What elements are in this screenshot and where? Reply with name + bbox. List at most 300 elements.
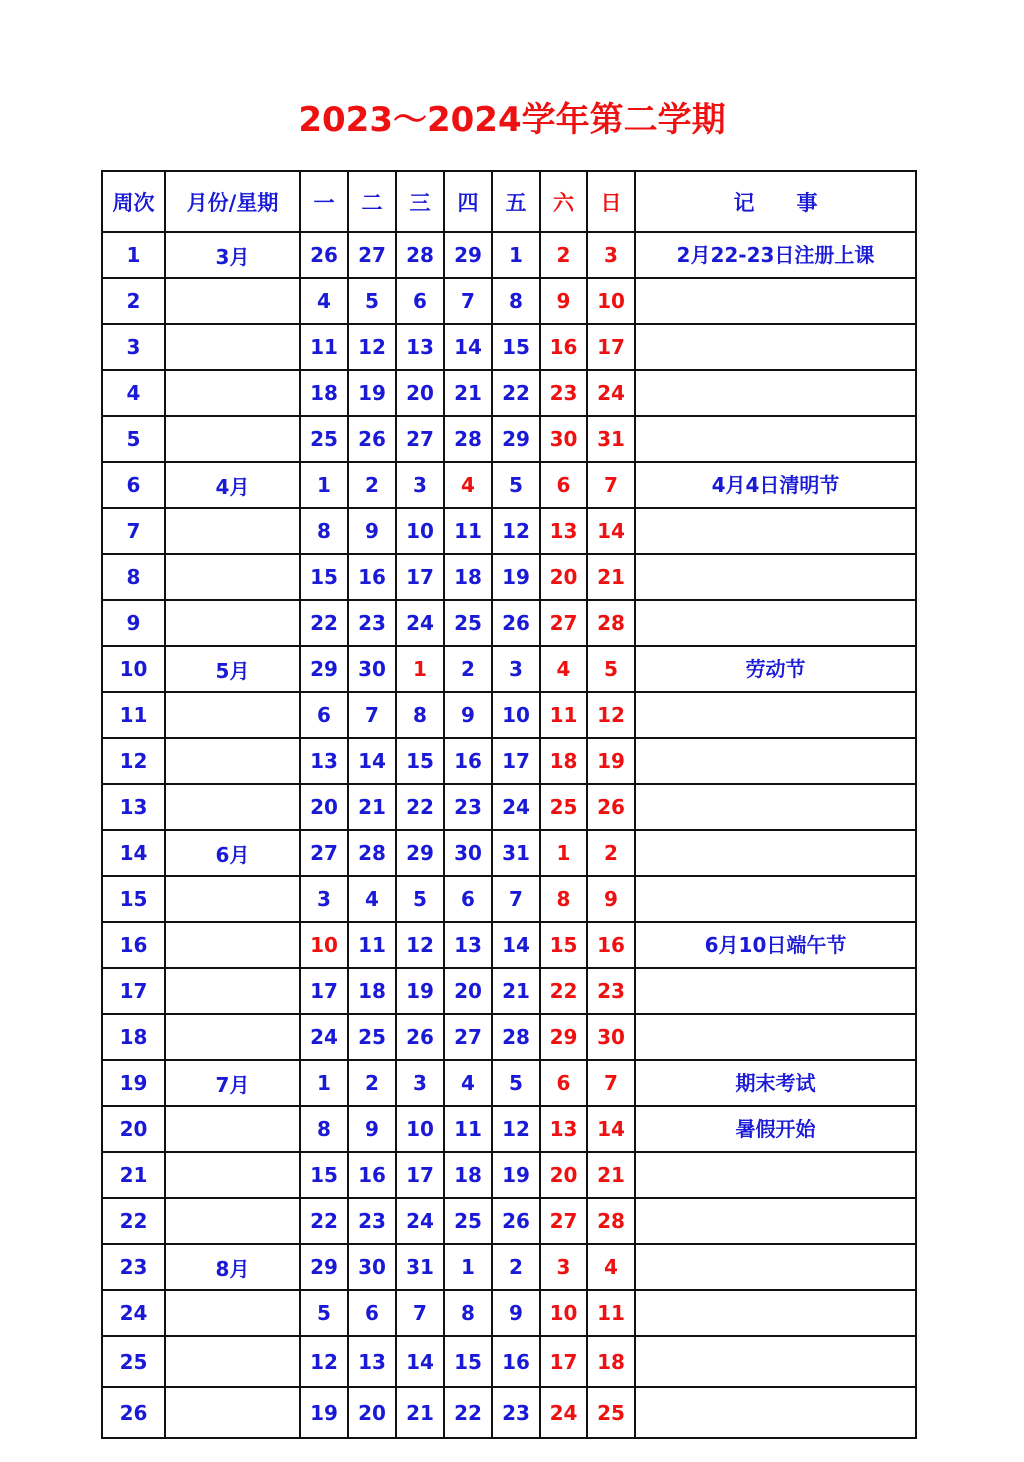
day-sun: 14	[587, 508, 635, 554]
table-row	[102, 968, 916, 1014]
day-sun: 26	[587, 784, 635, 830]
day-sun: 2	[587, 830, 635, 876]
day-wed: 15	[396, 738, 444, 784]
day-tue: 7	[348, 692, 396, 738]
week-number: 24	[102, 1290, 165, 1336]
month-label	[165, 1152, 300, 1198]
month-label	[165, 1106, 300, 1152]
day-wed: 24	[396, 600, 444, 646]
day-sun: 25	[587, 1387, 635, 1438]
day-thu: 1	[444, 1244, 492, 1290]
day-sun: 16	[587, 922, 635, 968]
day-sun: 4	[587, 1244, 635, 1290]
day-sun: 28	[587, 600, 635, 646]
day-fri: 14	[492, 922, 540, 968]
day-fri: 8	[492, 278, 540, 324]
day-sat: 13	[540, 508, 587, 554]
header-tue: 二	[348, 171, 396, 232]
day-mon: 8	[300, 508, 348, 554]
day-sun: 5	[587, 646, 635, 692]
day-wed: 14	[396, 1336, 444, 1387]
note-cell	[635, 830, 916, 876]
day-sat: 9	[540, 278, 587, 324]
month-label: 6月	[165, 830, 300, 876]
day-fri: 28	[492, 1014, 540, 1060]
note-cell	[635, 554, 916, 600]
day-sun: 9	[587, 876, 635, 922]
day-tue: 9	[348, 1106, 396, 1152]
month-label	[165, 1198, 300, 1244]
week-number: 13	[102, 784, 165, 830]
table-row	[102, 462, 916, 508]
month-label	[165, 554, 300, 600]
day-fri: 5	[492, 462, 540, 508]
day-thu: 21	[444, 370, 492, 416]
day-thu: 15	[444, 1336, 492, 1387]
day-sun: 17	[587, 324, 635, 370]
header-sat: 六	[540, 171, 587, 232]
note-cell	[635, 1387, 916, 1438]
day-wed: 20	[396, 370, 444, 416]
day-fri: 1	[492, 232, 540, 278]
day-thu: 4	[444, 1060, 492, 1106]
day-thu: 13	[444, 922, 492, 968]
day-tue: 30	[348, 1244, 396, 1290]
table-row	[102, 830, 916, 876]
day-mon: 12	[300, 1336, 348, 1387]
day-sun: 7	[587, 1060, 635, 1106]
day-fri: 3	[492, 646, 540, 692]
day-mon: 26	[300, 232, 348, 278]
day-fri: 12	[492, 1106, 540, 1152]
day-thu: 9	[444, 692, 492, 738]
day-mon: 1	[300, 462, 348, 508]
day-fri: 31	[492, 830, 540, 876]
day-mon: 10	[300, 922, 348, 968]
table-row	[102, 1060, 916, 1106]
table-row	[102, 1152, 916, 1198]
day-mon: 29	[300, 1244, 348, 1290]
day-wed: 19	[396, 968, 444, 1014]
header-week: 周次	[102, 171, 165, 232]
table-row	[102, 692, 916, 738]
week-number: 2	[102, 278, 165, 324]
day-tue: 5	[348, 278, 396, 324]
day-thu: 29	[444, 232, 492, 278]
day-sat: 15	[540, 922, 587, 968]
day-fri: 2	[492, 1244, 540, 1290]
day-thu: 27	[444, 1014, 492, 1060]
day-fri: 22	[492, 370, 540, 416]
day-mon: 5	[300, 1290, 348, 1336]
day-mon: 6	[300, 692, 348, 738]
week-number: 4	[102, 370, 165, 416]
note-cell: 期末考试	[635, 1060, 916, 1106]
month-label	[165, 784, 300, 830]
day-thu: 23	[444, 784, 492, 830]
day-mon: 13	[300, 738, 348, 784]
day-mon: 11	[300, 324, 348, 370]
week-number: 19	[102, 1060, 165, 1106]
day-thu: 11	[444, 1106, 492, 1152]
day-sun: 14	[587, 1106, 635, 1152]
day-mon: 22	[300, 1198, 348, 1244]
week-number: 14	[102, 830, 165, 876]
day-tue: 16	[348, 1152, 396, 1198]
week-number: 11	[102, 692, 165, 738]
day-fri: 24	[492, 784, 540, 830]
table-row	[102, 1387, 916, 1438]
day-sat: 2	[540, 232, 587, 278]
day-sun: 28	[587, 1198, 635, 1244]
day-sun: 18	[587, 1336, 635, 1387]
day-tue: 20	[348, 1387, 396, 1438]
day-mon: 19	[300, 1387, 348, 1438]
day-mon: 25	[300, 416, 348, 462]
day-tue: 11	[348, 922, 396, 968]
day-fri: 29	[492, 416, 540, 462]
day-sat: 20	[540, 1152, 587, 1198]
calendar-body	[102, 232, 916, 1438]
day-sat: 29	[540, 1014, 587, 1060]
day-sat: 27	[540, 600, 587, 646]
day-sat: 27	[540, 1198, 587, 1244]
day-sun: 30	[587, 1014, 635, 1060]
page-title: 2023～2024学年第二学期	[298, 100, 726, 140]
day-sun: 21	[587, 554, 635, 600]
day-sat: 6	[540, 1060, 587, 1106]
day-mon: 29	[300, 646, 348, 692]
table-row	[102, 646, 916, 692]
day-tue: 12	[348, 324, 396, 370]
day-mon: 24	[300, 1014, 348, 1060]
day-tue: 23	[348, 1198, 396, 1244]
month-label	[165, 968, 300, 1014]
week-number: 17	[102, 968, 165, 1014]
month-label	[165, 692, 300, 738]
note-cell	[635, 968, 916, 1014]
month-label	[165, 738, 300, 784]
day-thu: 16	[444, 738, 492, 784]
day-tue: 9	[348, 508, 396, 554]
header-thu: 四	[444, 171, 492, 232]
note-cell	[635, 508, 916, 554]
note-cell: 暑假开始	[635, 1106, 916, 1152]
week-number: 9	[102, 600, 165, 646]
note-cell: 劳动节	[635, 646, 916, 692]
day-wed: 22	[396, 784, 444, 830]
day-sun: 12	[587, 692, 635, 738]
day-mon: 15	[300, 554, 348, 600]
day-sun: 31	[587, 416, 635, 462]
day-sat: 4	[540, 646, 587, 692]
week-number: 1	[102, 232, 165, 278]
day-tue: 14	[348, 738, 396, 784]
month-label	[165, 1014, 300, 1060]
day-sun: 3	[587, 232, 635, 278]
week-number: 10	[102, 646, 165, 692]
day-thu: 4	[444, 462, 492, 508]
day-sun: 10	[587, 278, 635, 324]
day-tue: 13	[348, 1336, 396, 1387]
day-sat: 16	[540, 324, 587, 370]
day-sat: 11	[540, 692, 587, 738]
note-cell	[635, 1290, 916, 1336]
day-fri: 21	[492, 968, 540, 1014]
table-row	[102, 508, 916, 554]
table-row	[102, 370, 916, 416]
day-sat: 22	[540, 968, 587, 1014]
day-tue: 4	[348, 876, 396, 922]
table-row	[102, 1336, 916, 1387]
day-thu: 2	[444, 646, 492, 692]
note-cell	[635, 1014, 916, 1060]
day-thu: 25	[444, 600, 492, 646]
day-wed: 21	[396, 1387, 444, 1438]
day-thu: 22	[444, 1387, 492, 1438]
week-number: 21	[102, 1152, 165, 1198]
day-thu: 28	[444, 416, 492, 462]
day-wed: 24	[396, 1198, 444, 1244]
day-tue: 30	[348, 646, 396, 692]
day-sat: 25	[540, 784, 587, 830]
day-mon: 17	[300, 968, 348, 1014]
note-cell	[635, 278, 916, 324]
header-row	[102, 171, 916, 232]
day-wed: 12	[396, 922, 444, 968]
day-tue: 18	[348, 968, 396, 1014]
day-wed: 7	[396, 1290, 444, 1336]
day-thu: 14	[444, 324, 492, 370]
table-row	[102, 738, 916, 784]
table-row	[102, 784, 916, 830]
day-thu: 7	[444, 278, 492, 324]
week-number: 12	[102, 738, 165, 784]
header-sun: 日	[587, 171, 635, 232]
table-row	[102, 600, 916, 646]
note-cell	[635, 370, 916, 416]
day-tue: 25	[348, 1014, 396, 1060]
day-thu: 11	[444, 508, 492, 554]
table-row	[102, 232, 916, 278]
day-fri: 12	[492, 508, 540, 554]
day-mon: 15	[300, 1152, 348, 1198]
day-thu: 18	[444, 1152, 492, 1198]
note-cell	[635, 784, 916, 830]
day-sat: 23	[540, 370, 587, 416]
day-sun: 24	[587, 370, 635, 416]
table-row	[102, 1290, 916, 1336]
day-fri: 26	[492, 600, 540, 646]
month-label	[165, 876, 300, 922]
month-label: 8月	[165, 1244, 300, 1290]
month-label	[165, 508, 300, 554]
header-notes: 记 事	[635, 171, 916, 232]
month-label	[165, 1336, 300, 1387]
week-number: 5	[102, 416, 165, 462]
month-label	[165, 1290, 300, 1336]
day-fri: 15	[492, 324, 540, 370]
day-fri: 9	[492, 1290, 540, 1336]
day-sat: 24	[540, 1387, 587, 1438]
day-tue: 28	[348, 830, 396, 876]
week-number: 18	[102, 1014, 165, 1060]
day-sun: 23	[587, 968, 635, 1014]
month-label	[165, 600, 300, 646]
table-row	[102, 324, 916, 370]
day-fri: 7	[492, 876, 540, 922]
day-fri: 23	[492, 1387, 540, 1438]
note-cell: 2月22-23日注册上课	[635, 232, 916, 278]
day-mon: 22	[300, 600, 348, 646]
week-number: 7	[102, 508, 165, 554]
day-sat: 20	[540, 554, 587, 600]
week-number: 23	[102, 1244, 165, 1290]
day-wed: 13	[396, 324, 444, 370]
day-sat: 30	[540, 416, 587, 462]
day-thu: 6	[444, 876, 492, 922]
day-sat: 8	[540, 876, 587, 922]
day-tue: 21	[348, 784, 396, 830]
week-number: 8	[102, 554, 165, 600]
day-wed: 10	[396, 1106, 444, 1152]
day-sat: 10	[540, 1290, 587, 1336]
note-cell	[635, 324, 916, 370]
month-label	[165, 416, 300, 462]
month-label	[165, 370, 300, 416]
day-mon: 18	[300, 370, 348, 416]
header-mon: 一	[300, 171, 348, 232]
day-tue: 6	[348, 1290, 396, 1336]
note-cell	[635, 738, 916, 784]
header-wed: 三	[396, 171, 444, 232]
day-sat: 18	[540, 738, 587, 784]
header-month: 月份/星期	[165, 171, 300, 232]
day-wed: 3	[396, 462, 444, 508]
day-wed: 29	[396, 830, 444, 876]
day-wed: 26	[396, 1014, 444, 1060]
table-row	[102, 1198, 916, 1244]
day-wed: 5	[396, 876, 444, 922]
day-tue: 2	[348, 1060, 396, 1106]
month-label: 7月	[165, 1060, 300, 1106]
table-row	[102, 1244, 916, 1290]
day-wed: 8	[396, 692, 444, 738]
note-cell: 6月10日端午节	[635, 922, 916, 968]
day-tue: 16	[348, 554, 396, 600]
day-wed: 1	[396, 646, 444, 692]
day-mon: 8	[300, 1106, 348, 1152]
day-sat: 6	[540, 462, 587, 508]
table-row	[102, 278, 916, 324]
day-wed: 10	[396, 508, 444, 554]
day-thu: 20	[444, 968, 492, 1014]
day-thu: 30	[444, 830, 492, 876]
day-tue: 19	[348, 370, 396, 416]
month-label	[165, 324, 300, 370]
day-tue: 2	[348, 462, 396, 508]
day-mon: 27	[300, 830, 348, 876]
day-sat: 3	[540, 1244, 587, 1290]
day-tue: 26	[348, 416, 396, 462]
week-number: 6	[102, 462, 165, 508]
note-cell	[635, 1336, 916, 1387]
day-tue: 27	[348, 232, 396, 278]
calendar-table	[101, 170, 917, 1439]
table-row	[102, 922, 916, 968]
month-label: 3月	[165, 232, 300, 278]
day-fri: 5	[492, 1060, 540, 1106]
note-cell	[635, 692, 916, 738]
day-wed: 17	[396, 554, 444, 600]
day-tue: 23	[348, 600, 396, 646]
week-number: 25	[102, 1336, 165, 1387]
month-label	[165, 278, 300, 324]
day-fri: 10	[492, 692, 540, 738]
week-number: 22	[102, 1198, 165, 1244]
note-cell	[635, 600, 916, 646]
day-fri: 19	[492, 1152, 540, 1198]
day-wed: 28	[396, 232, 444, 278]
month-label	[165, 1387, 300, 1438]
day-thu: 8	[444, 1290, 492, 1336]
week-number: 15	[102, 876, 165, 922]
note-cell	[635, 876, 916, 922]
month-label: 4月	[165, 462, 300, 508]
day-mon: 3	[300, 876, 348, 922]
note-cell	[635, 1198, 916, 1244]
week-number: 3	[102, 324, 165, 370]
day-mon: 4	[300, 278, 348, 324]
day-mon: 20	[300, 784, 348, 830]
note-cell	[635, 416, 916, 462]
day-sun: 7	[587, 462, 635, 508]
day-fri: 16	[492, 1336, 540, 1387]
table-row	[102, 554, 916, 600]
day-fri: 26	[492, 1198, 540, 1244]
day-wed: 27	[396, 416, 444, 462]
day-sat: 1	[540, 830, 587, 876]
table-row	[102, 416, 916, 462]
day-thu: 25	[444, 1198, 492, 1244]
header-fri: 五	[492, 171, 540, 232]
day-wed: 3	[396, 1060, 444, 1106]
day-sun: 21	[587, 1152, 635, 1198]
note-cell	[635, 1244, 916, 1290]
week-number: 26	[102, 1387, 165, 1438]
day-wed: 31	[396, 1244, 444, 1290]
day-sun: 11	[587, 1290, 635, 1336]
day-sun: 19	[587, 738, 635, 784]
note-cell: 4月4日清明节	[635, 462, 916, 508]
month-label	[165, 922, 300, 968]
day-wed: 6	[396, 278, 444, 324]
day-thu: 18	[444, 554, 492, 600]
week-number: 20	[102, 1106, 165, 1152]
day-sat: 13	[540, 1106, 587, 1152]
day-fri: 19	[492, 554, 540, 600]
day-wed: 17	[396, 1152, 444, 1198]
day-fri: 17	[492, 738, 540, 784]
table-row	[102, 1106, 916, 1152]
table-row	[102, 876, 916, 922]
month-label: 5月	[165, 646, 300, 692]
week-number: 16	[102, 922, 165, 968]
day-sat: 17	[540, 1336, 587, 1387]
table-row	[102, 1014, 916, 1060]
note-cell	[635, 1152, 916, 1198]
day-mon: 1	[300, 1060, 348, 1106]
